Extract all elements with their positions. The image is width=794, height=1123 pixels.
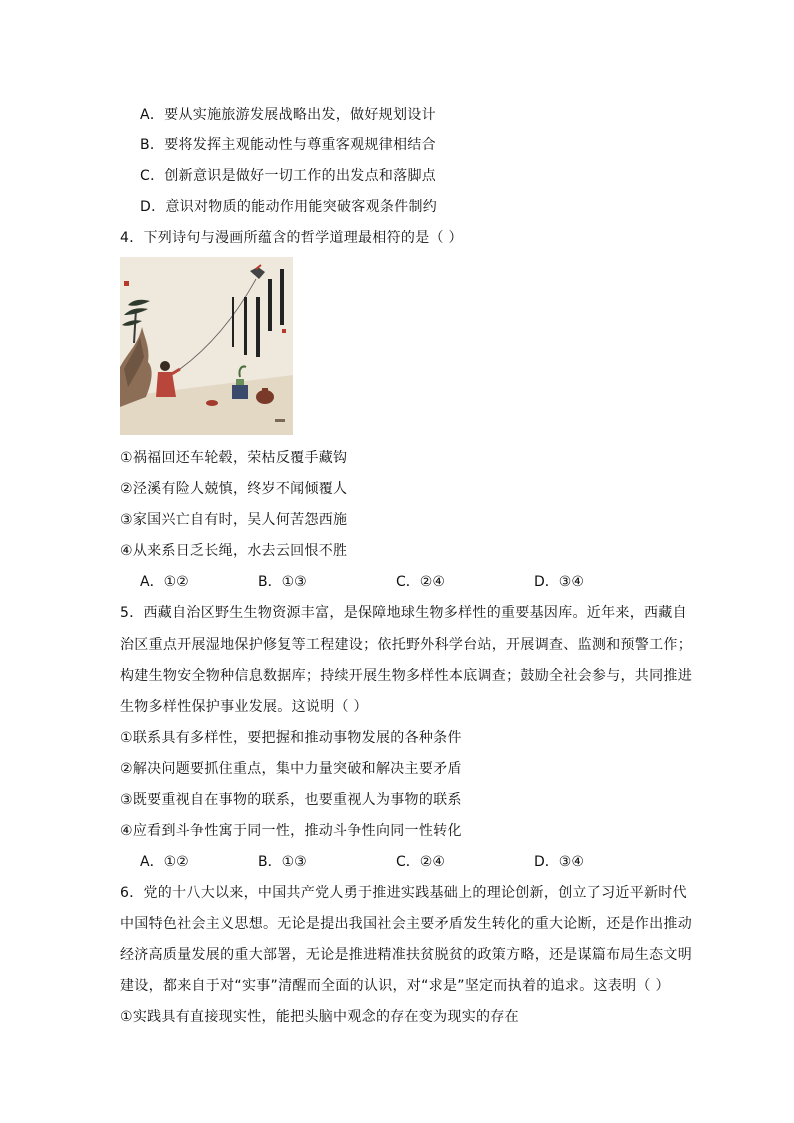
q5-item-1: ①联系具有多样性，要把握和推动事物发展的各种条件 — [120, 730, 462, 746]
q4-choice-b: B．①③ — [258, 574, 307, 590]
q4-item-1: ①祸福回还车轮毂，荣枯反覆手藏钩 — [120, 450, 348, 466]
q4-choice-c: C．②④ — [396, 574, 445, 590]
kite-cartoon-image — [120, 257, 293, 435]
q5-stem-line-2: 治区重点开展湿地保护修复等工程建设；依托野外科学台站，开展调查、监测和预警工作； — [120, 637, 692, 653]
q5-choice-d: D．③④ — [534, 854, 584, 870]
q5-choices — [140, 851, 640, 871]
q5-item-3: ③既要重视自在事物的联系，也要重视人为事物的联系 — [120, 792, 462, 808]
q4-item-2: ②泾溪有险人兢慎，终岁不闻倾覆人 — [120, 481, 348, 497]
q4-item-3: ③家国兴亡自有时，吴人何苦怨西施 — [120, 512, 348, 528]
q3-option-a: A．要从实施旅游发展战略出发，做好规划设计 — [140, 107, 436, 123]
q5-stem-line-3: 构建生物安全物种信息数据库；持续开展生物多样性本底调查；鼓励全社会参与，共同推进 — [120, 668, 692, 684]
q4-stem: 4．下列诗句与漫画所蕴含的哲学道理最相符的是（ ） — [120, 230, 463, 246]
q5-choice-b: B．①③ — [258, 854, 307, 870]
q5-choice-c: C．②④ — [396, 854, 445, 870]
q5-item-2: ②解决问题要抓住重点，集中力量突破和解决主要矛盾 — [120, 761, 462, 777]
q4-choice-a: A．①② — [140, 574, 189, 590]
q5-stem-line-1: 5．西藏自治区野生生物资源丰富，是保障地球生物多样性的重要基因库。近年来，西藏自 — [120, 605, 687, 621]
q5-item-4: ④应看到斗争性寓于同一性，推动斗争性向同一性转化 — [120, 823, 462, 839]
q6-stem-line-3: 经济高质量发展的重大部署，无论是推进精准扶贫脱贫的政策方略，还是谋篇布局生态文明 — [120, 947, 692, 963]
q4-choice-d: D．③④ — [534, 574, 584, 590]
q3-option-d: D．意识对物质的能动作用能突破客观条件制约 — [140, 199, 438, 215]
q5-choice-a: A．①② — [140, 854, 189, 870]
q6-stem-line-2: 中国特色社会主义思想。无论是提出我国社会主要矛盾发生转化的重大论断，还是作出推动 — [120, 916, 692, 932]
q6-item-1: ①实践具有直接现实性，能把头脑中观念的存在变为现实的存在 — [120, 1009, 519, 1025]
q4-choices — [140, 571, 640, 591]
q6-stem-line-4: 建设，都来自于对“实事”清醒而全面的认识，对“求是”坚定而执着的追求。这表明（ ） — [120, 978, 670, 994]
q5-stem-line-4: 生物多样性保护事业发展。这说明（ ） — [120, 699, 368, 715]
q4-item-4: ④从来系日乏长绳，水去云回恨不胜 — [120, 543, 348, 559]
q6-stem-line-1: 6．党的十八大以来，中国共产党人勇于推进实践基础上的理论创新，创立了习近平新时代 — [120, 885, 687, 901]
q3-option-c: C．创新意识是做好一切工作的出发点和落脚点 — [140, 168, 437, 184]
q3-option-b: B．要将发挥主观能动性与尊重客观规律相结合 — [140, 137, 436, 153]
